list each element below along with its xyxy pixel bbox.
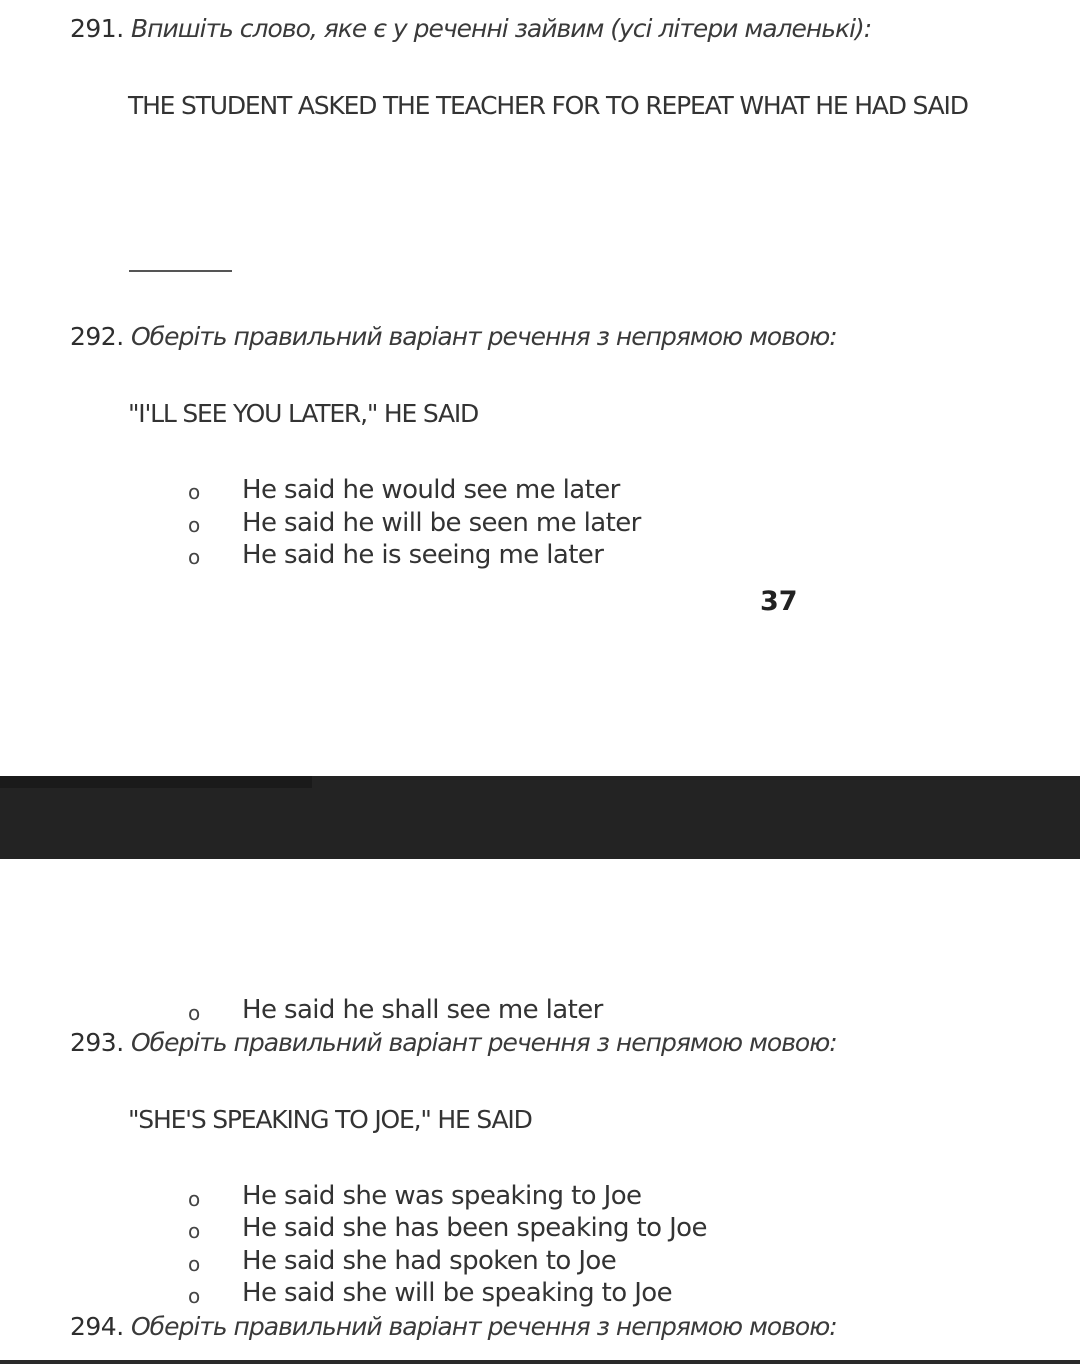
question-instruction: Оберіть правильний варіант речення з непрямою мовою: xyxy=(131,322,837,351)
radio-option-bullet[interactable]: o xyxy=(188,1219,201,1243)
question-sentence: THE STUDENT ASKED THE TEACHER FOR TO REPEAT WHAT HE HAD SAID xyxy=(128,91,968,120)
page-number: 37 xyxy=(760,586,798,617)
question-number: 291. xyxy=(70,14,124,43)
answer-option[interactable]: He said she was speaking to Joe xyxy=(242,1181,642,1211)
answer-option[interactable]: He said she will be speaking to Joe xyxy=(242,1278,672,1308)
answer-option[interactable]: He said he shall see me later xyxy=(242,995,603,1025)
radio-option-bullet[interactable]: o xyxy=(188,513,201,537)
question-number: 292. xyxy=(70,322,124,351)
radio-option-bullet[interactable]: o xyxy=(188,1252,201,1276)
radio-option-bullet[interactable]: o xyxy=(188,1284,201,1308)
question-number: 293. xyxy=(70,1028,124,1057)
question-sentence: "I'LL SEE YOU LATER," HE SAID xyxy=(128,399,479,428)
answer-option[interactable]: He said he is seeing me later xyxy=(242,540,604,570)
question-sentence: "SHE'S SPEAKING TO JOE," HE SAID xyxy=(128,1105,532,1134)
question-instruction: Оберіть правильний варіант речення з непрямою мовою: xyxy=(131,1028,837,1057)
answer-option[interactable]: He said she has been speaking to Joe xyxy=(242,1213,707,1243)
question-number: 294. xyxy=(70,1312,124,1341)
radio-option-bullet[interactable]: o xyxy=(188,1001,201,1025)
answer-option[interactable]: He said he will be seen me later xyxy=(242,508,641,538)
radio-option-bullet[interactable]: o xyxy=(188,1187,201,1211)
answer-blank-line[interactable] xyxy=(129,270,232,272)
page-divider xyxy=(0,776,1080,859)
question-instruction: Впишіть слово, яке є у реченні зайвим (усі літери маленькі): xyxy=(131,14,872,43)
divider-shade xyxy=(0,776,312,788)
question-instruction: Оберіть правильний варіант речення з непрямою мовою: xyxy=(131,1312,837,1341)
radio-option-bullet[interactable]: o xyxy=(188,480,201,504)
answer-option[interactable]: He said she had spoken to Joe xyxy=(242,1246,617,1276)
bottom-border xyxy=(0,1360,1080,1364)
radio-option-bullet[interactable]: o xyxy=(188,545,201,569)
answer-option[interactable]: He said he would see me later xyxy=(242,475,620,505)
